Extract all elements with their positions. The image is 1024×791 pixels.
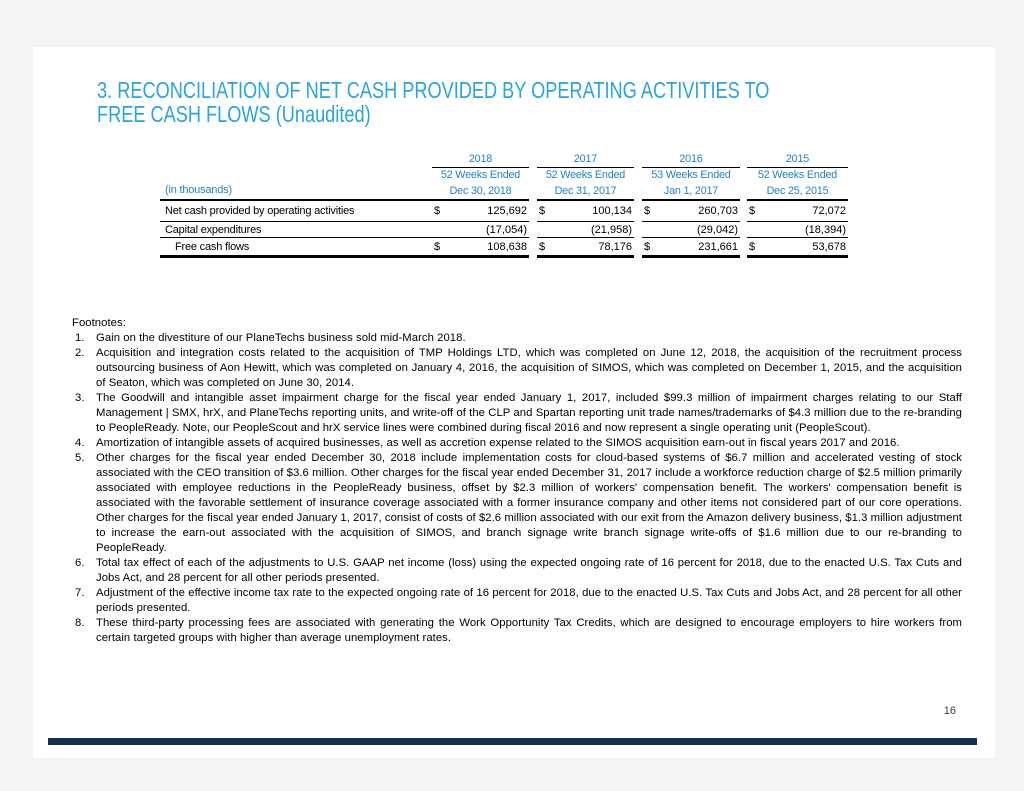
spacer [425,183,432,201]
footnote-number: 7. [75,587,85,599]
amount-value: 260,703 [698,205,738,217]
spacer [425,168,432,183]
amount-value: (29,042) [697,223,738,236]
spacer [740,168,747,183]
amount-value: (18,394) [805,223,846,236]
row-label-free-cash-flows: Free cash flows [160,238,425,258]
footnote-number: 4. [75,437,85,449]
spacer [425,238,432,258]
spacer [529,222,537,238]
col-header-date-2016: Jan 1, 2017 [642,183,740,201]
footnote-text: The Goodwill and intangible asset impairment charge for the fiscal year ended January 1, 2017, included $99.3 million of impairment charges relating to our Staff Management | SMX, hrX, and PlaneTechs reporting units, and write-off of the CLP and Spartan reporting unit trade names/trademarks of $4.3 million due to the re-branding to PeopleReady. Note, our PeopleScout and hrX service lines were combined during fiscal 2016 and now represent a single operating unit (PeopleScout). [96,392,962,434]
col-header-year-2015: 2015 [747,152,848,168]
amount-cell [537,222,634,238]
amount-value: 78,176 [598,240,632,253]
footer-accent-bar [48,738,977,745]
amount-cell [432,201,529,222]
amount-cell [642,238,740,258]
free-cash-flow-table [160,152,848,258]
footnote-text: Adjustment of the effective income tax rate to the expected ongoing rate of 16 percent for 2018, due to the enacted U.S. Tax Cuts and Jobs Act, and 28 percent for all other periods presented. [96,587,962,614]
spacer [529,238,537,258]
col-header-date-2018: Dec 30, 2018 [432,183,529,201]
col-header-year-2016: 2016 [642,152,740,168]
col-header-year-2017: 2017 [537,152,634,168]
currency-symbol: $ [539,240,546,253]
amount-cell [642,222,740,238]
spacer [160,168,425,183]
amount-value: (21,958) [591,223,632,236]
amount-cell [432,222,529,238]
spacer [529,168,537,183]
footnote-item [72,436,962,451]
col-header-date-2015: Dec 25, 2015 [747,183,848,201]
spacer [529,183,537,201]
slide [33,47,995,758]
amount-cell [747,201,848,222]
currency-symbol: $ [749,240,756,253]
spacer [740,238,747,258]
footnote-item [72,556,962,586]
footnote-text: Other charges for the fiscal year ended December 30, 2018 include implementation costs for cloud-based systems of $6.7 million and accelerated vesting of stock associated with the CEO transition of $3.6 million. Other charges for the fiscal year ended December 31, 2017 include a workforce reduction charge of $2.5 million primarily associated with employee reductions in the PeopleReady business, offset by $2.3 million of workers' compensation benefit. The workers' compensation benefit is associated with the favorable settlement of insurance coverage associated with a former insurance company and other items not considered part of our core operations. Other charges for the fiscal year ended January 1, 2017, consist of costs of $2.6 million associated with our exit from the Amazon delivery business, $1.3 million adjustment to increase the earn-out associated with the acquisition of SIMOS, and branch signage write branch signage write-offs of $1.6 million due to our re-branding to PeopleReady. [96,452,962,554]
spacer [160,152,425,168]
footnote-number: 3. [75,392,85,404]
footnote-text: Amortization of intangible assets of acquired businesses, as well as accretion expense related to the SIMOS acquisition earn-out in fiscal years 2017 and 2016. [96,437,900,449]
row-label-operating-cash: Net cash provided by operating activities [160,201,425,222]
col-header-weeks-2018: 52 Weeks Ended [440,169,521,181]
footnote-number: 5. [75,452,85,464]
amount-value: 231,661 [698,240,738,253]
col-header-weeks-2015: 52 Weeks Ended [757,169,838,181]
footnotes-section [72,316,962,646]
footnote-item [72,346,962,391]
currency-symbol: $ [644,240,651,253]
row-label-capital-expenditures: Capital expenditures [160,222,425,238]
spacer [529,201,537,222]
footnote-text: Total tax effect of each of the adjustments to U.S. GAAP net income (loss) using the expected ongoing rate of 16 percent for 2018, due to the enacted U.S. Tax Cuts and Jobs Act, and 28 percent for all other periods presented. [96,557,962,584]
spacer [740,201,747,222]
spacer [634,222,642,238]
page-title-line1: 3. RECONCILIATION OF NET CASH PROVIDED BY OPERATING ACTIVITIES TO [97,77,770,103]
footnote-text: Gain on the divestiture of our PlaneTechs business sold mid-March 2018. [96,332,466,344]
page-title-line2: FREE CASH FLOWS (Unaudited) [97,101,371,127]
spacer [634,183,642,201]
currency-symbol: $ [644,205,651,217]
footnote-number: 8. [75,617,85,629]
amount-value: 100,134 [592,205,632,217]
currency-symbol: $ [434,205,441,217]
footnote-item [72,616,962,646]
page-number: 16 [943,705,956,717]
spacer [634,168,642,183]
currency-symbol: $ [539,205,546,217]
footnote-item [72,586,962,616]
spacer [425,222,432,238]
amount-value: 53,678 [812,240,846,253]
col-header-weeks-2016: 53 Weeks Ended [651,169,731,181]
footnotes-heading: Footnotes: [72,317,126,329]
col-header-date-2017: Dec 31, 2017 [537,183,634,201]
spacer [740,222,747,238]
currency-symbol: $ [749,205,756,217]
spacer [740,152,747,168]
spacer [425,152,432,168]
amount-value: (17,054) [486,223,527,236]
spacer [634,238,642,258]
spacer [740,183,747,201]
amount-cell [642,201,740,222]
page-title [97,78,948,126]
footnote-item [72,391,962,436]
amount-cell [537,201,634,222]
spacer [425,201,432,222]
footnote-item [72,331,962,346]
footnote-number: 1. [75,332,85,344]
col-header-weeks-2017: 52 Weeks Ended [545,169,626,181]
footnote-item [72,451,962,556]
footnote-number: 2. [75,347,85,359]
footnote-text: Acquisition and integration costs related to the acquisition of TMP Holdings LTD, which was completed on June 12, 2018, the acquisition of the recruitment process outsourcing business of Aon Hewitt, which was completed on January 4, 2016, the acquisition of SIMOS, which was completed on December 1, 2015, and the acquisition of Seaton, which was completed on June 30, 2014. [96,347,962,389]
amount-value: 108,638 [487,240,527,253]
footnote-text: These third-party processing fees are associated with generating the Work Opportunity Tax Credits, which are designed to encourage employers to hire workers from certain targeted groups with higher than average unemployment rates. [96,617,962,644]
amount-cell [432,238,529,258]
amount-cell [747,222,848,238]
unit-label: (in thousands) [160,183,425,201]
col-header-year-2018: 2018 [432,152,529,168]
amount-value: 72,072 [812,205,846,217]
amount-cell [747,238,848,258]
currency-symbol: $ [434,240,441,253]
amount-value: 125,692 [487,205,527,217]
spacer [529,152,537,168]
spacer [634,152,642,168]
spacer [634,201,642,222]
amount-cell [537,238,634,258]
footnote-number: 6. [75,557,85,569]
